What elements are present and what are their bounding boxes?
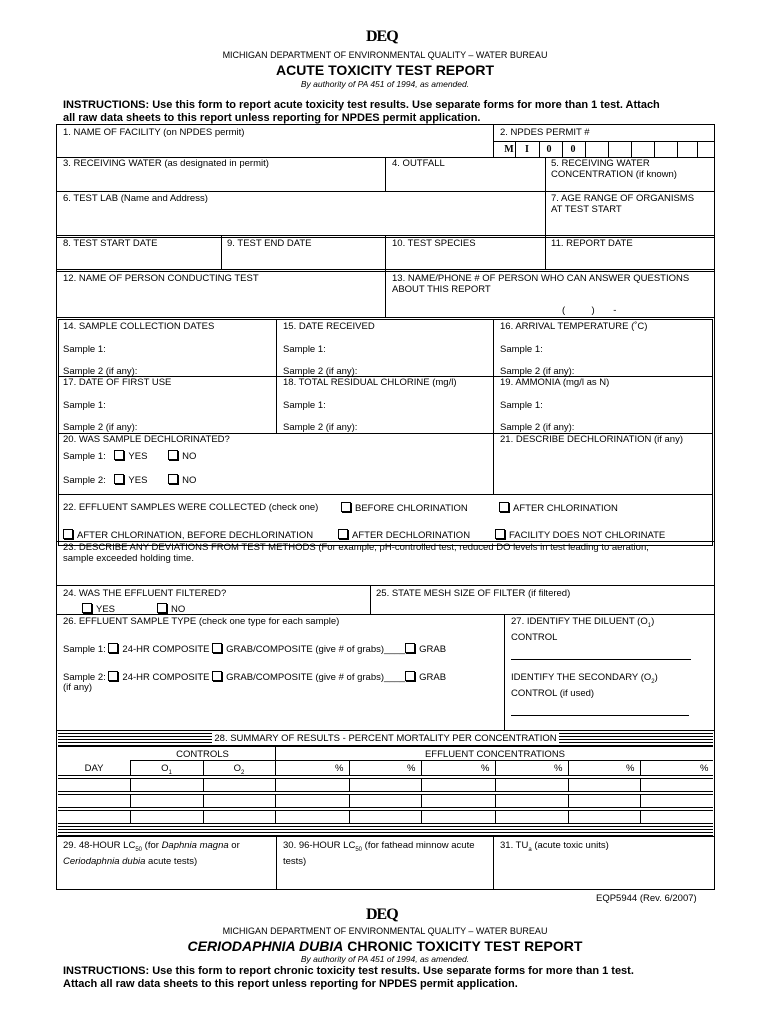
- field-18-label: 18. TOTAL RESIDUAL CHLORINE (mg/l): [283, 377, 457, 388]
- f19-sample2: Sample 2 (if any):: [500, 422, 575, 433]
- agency-name: MICHIGAN DEPARTMENT OF ENVIRONMENTAL QUALITY – WATER BUREAU: [222, 50, 548, 60]
- f15-sample2: Sample 2 (if any):: [283, 366, 358, 377]
- f20-sample1-row: Sample 1: YES NO: [63, 451, 197, 462]
- field-1-label: 1. NAME OF FACILITY (on NPDES permit): [63, 127, 245, 138]
- row-divider: [58, 776, 713, 779]
- f26-s1-grabcomp[interactable]: GRAB/COMPOSITE (give # of grabs)____: [212, 644, 405, 655]
- f20-s1-no[interactable]: NO: [168, 451, 196, 462]
- authority-line-2: By authority of PA 451 of 1994, as amended.: [300, 954, 470, 964]
- col-pct-2: %: [407, 763, 416, 774]
- row-divider: [58, 792, 713, 795]
- field-16-label: 16. ARRIVAL TEMPERATURE (˚C): [500, 321, 648, 332]
- f22-after-chl-before-dechl[interactable]: AFTER CHLORINATION, BEFORE DECHLORINATION: [63, 529, 313, 541]
- col-o1: $O_1$: [161, 763, 172, 776]
- col-pct-5: %: [626, 763, 635, 774]
- f22-after-dechlorination[interactable]: AFTER DECHLORINATION: [338, 529, 470, 541]
- checkbox-icon[interactable]: [499, 502, 509, 512]
- f18-sample2: Sample 2 (if any):: [283, 422, 358, 433]
- f19-sample1: Sample 1:: [500, 400, 543, 411]
- f22-facility-no-chlorinate[interactable]: FACILITY DOES NOT CHLORINATE: [495, 529, 665, 541]
- f22-after-chlorination[interactable]: AFTER CHLORINATION: [499, 502, 618, 514]
- col-pct-6: %: [700, 763, 709, 774]
- instructions: INSTRUCTIONS: Use this form to report acute toxicity test results. Use separate forms for more than 1 test. Attach all raw data sheets to this report unless reporting for NPDES permit application.: [63, 99, 660, 124]
- field-20-label: 20. WAS SAMPLE DECHLORINATED?: [63, 434, 230, 445]
- field-17-label: 17. DATE OF FIRST USE: [63, 377, 172, 388]
- field-4-label: 4. OUTFALL: [392, 158, 445, 169]
- col-pct-3: %: [481, 763, 490, 774]
- permit-char-i: I: [525, 144, 529, 155]
- deq-logo-2: DEQ: [366, 906, 398, 923]
- f20-s2-no[interactable]: NO: [168, 475, 196, 486]
- authority-line: By authority of PA 451 of 1994, as amended.: [300, 79, 470, 89]
- f17-sample1: Sample 1:: [63, 400, 106, 411]
- checkbox-icon[interactable]: [168, 474, 178, 484]
- f14-sample2: Sample 2 (if any):: [63, 366, 138, 377]
- f26-s2-grabcomp[interactable]: GRAB/COMPOSITE (give # of grabs)____: [212, 672, 405, 683]
- f26-s2-24hr[interactable]: 24-HR COMPOSITE: [108, 672, 209, 683]
- f20-s2-yes[interactable]: YES: [114, 475, 147, 486]
- checkbox-icon[interactable]: [212, 671, 222, 681]
- field-24-label: 24. WAS THE EFFLUENT FILTERED?: [63, 588, 227, 599]
- field-19-label: 19. AMMONIA (mg/l as N): [500, 377, 610, 388]
- checkbox-icon[interactable]: [341, 502, 351, 512]
- secondary-control-input[interactable]: [511, 715, 689, 716]
- effluent-header: EFFLUENT CONCENTRATIONS: [424, 749, 566, 760]
- diluent-input[interactable]: [511, 659, 691, 660]
- f26-s1-grab[interactable]: GRAB: [405, 644, 446, 655]
- f15-sample1: Sample 1:: [283, 344, 326, 355]
- f24-no[interactable]: NO: [157, 603, 185, 615]
- f20-s1-yes[interactable]: YES: [114, 451, 147, 462]
- field-2-label: 2. NPDES PERMIT #: [500, 127, 590, 138]
- f26-sample1-row: Sample 1: 24-HR COMPOSITE GRAB/COMPOSITE (give # of grabs)____ GRAB: [63, 644, 447, 655]
- controls-header: CONTROLS: [176, 749, 229, 760]
- f14-sample1: Sample 1:: [63, 344, 106, 355]
- col-day: DAY: [84, 763, 104, 774]
- field-25-label: 25. STATE MESH SIZE OF FILTER (if filtered): [376, 588, 571, 599]
- f16-sample1: Sample 1:: [500, 344, 543, 355]
- field-5-label: 5. RECEIVING WATER CONCENTRATION (if known): [551, 158, 677, 180]
- summary-title: 28. SUMMARY OF RESULTS - PERCENT MORTALITY PER CONCENTRATION: [214, 733, 557, 744]
- field-30-label: 30. 96-HOUR $LC_{50}$ (for fathead minnow acute tests): [283, 840, 475, 867]
- permit-char-0a: 0: [546, 144, 552, 155]
- f16-sample2: Sample 2 (if any):: [500, 366, 575, 377]
- field-11-label: 11. REPORT DATE: [551, 238, 633, 249]
- field-10-label: 10. TEST SPECIES: [392, 238, 476, 249]
- field-9-label: 9. TEST END DATE: [227, 238, 312, 249]
- checkbox-icon[interactable]: [157, 603, 167, 613]
- field-27-secondary-label: IDENTIFY THE SECONDARY $(O_2)$ CONTROL (if used): [511, 672, 658, 699]
- checkbox-icon[interactable]: [82, 603, 92, 613]
- field-21-label: 21. DESCRIBE DECHLORINATION (if any): [500, 434, 684, 445]
- checkbox-icon[interactable]: [114, 450, 124, 460]
- f20-sample2-row: Sample 2: YES NO: [63, 475, 197, 486]
- form-title-2: CERIODAPHNIA DUBIA CHRONIC TOXICITY TEST REPORT: [187, 938, 583, 954]
- form-title: ACUTE TOXICITY TEST REPORT: [275, 62, 495, 78]
- col-pct-4: %: [554, 763, 563, 774]
- col-pct-1: %: [335, 763, 344, 774]
- field-8-label: 8. TEST START DATE: [63, 238, 158, 249]
- col-o2: $O_2$: [233, 763, 245, 776]
- checkbox-icon[interactable]: [405, 671, 415, 681]
- form-id: EQP5944 (Rev. 6/2007): [596, 893, 697, 904]
- field-15-label: 15. DATE RECEIVED: [283, 321, 375, 332]
- checkbox-icon[interactable]: [63, 529, 73, 539]
- field-13-label: 13. NAME/PHONE # OF PERSON WHO CAN ANSWER QUESTIONS ABOUT THIS REPORT: [392, 273, 690, 295]
- f18-sample1: Sample 1:: [283, 400, 326, 411]
- f17-sample2: Sample 2 (if any):: [63, 422, 138, 433]
- field-14-label: 14. SAMPLE COLLECTION DATES: [63, 321, 215, 332]
- field-6-label: 6. TEST LAB (Name and Address): [63, 193, 208, 204]
- deq-logo: DEQ: [366, 28, 398, 45]
- checkbox-icon[interactable]: [338, 529, 348, 539]
- field-12-label: 12. NAME OF PERSON CONDUCTING TEST: [63, 273, 259, 284]
- phone-mask: ( ) -: [562, 305, 617, 316]
- checkbox-icon[interactable]: [168, 450, 178, 460]
- field-26-label: 26. EFFLUENT SAMPLE TYPE (check one type for each sample): [63, 616, 340, 627]
- field-23-label: 23. DESCRIBE ANY DEVIATIONS FROM TEST METHODS (For example, pH-controlled test, reduced DO levels in test leading to aeration, sample exceeded holding time.: [63, 542, 649, 564]
- field-7-label: 7. AGE RANGE OF ORGANISMS AT TEST START: [551, 193, 695, 215]
- field-22-label: 22. EFFLUENT SAMPLES WERE COLLECTED (check one): [63, 502, 319, 513]
- checkbox-icon[interactable]: [108, 643, 118, 653]
- agency-name-2: MICHIGAN DEPARTMENT OF ENVIRONMENTAL QUALITY – WATER BUREAU: [222, 926, 548, 936]
- field-31-label: 31. $TU_a$ (acute toxic units): [500, 840, 609, 853]
- checkbox-icon[interactable]: [108, 671, 118, 681]
- field-29-label: 29. 48-HOUR $LC_{50}$ (for Daphnia magna or Ceriodaphnia dubia acute tests): [63, 840, 240, 867]
- field-3-label: 3. RECEIVING WATER (as designated in permit): [63, 158, 269, 169]
- permit-char-0b: 0: [570, 144, 576, 155]
- instructions-2: INSTRUCTIONS: Use this form to report chronic toxicity test results. Use separate forms for more than 1 test. Attach all raw data sheets to this report unless reporting for NPDES permit application.: [63, 965, 634, 990]
- permit-char-m: M: [504, 144, 514, 155]
- checkbox-icon[interactable]: [495, 529, 505, 539]
- checkbox-icon[interactable]: [114, 474, 124, 484]
- f26-s1-24hr[interactable]: 24-HR COMPOSITE: [108, 644, 209, 655]
- f26-sample2-row: Sample 2: 24-HR COMPOSITE GRAB/COMPOSITE (give # of grabs)____ GRAB: [63, 672, 447, 683]
- f26-s2-grab[interactable]: GRAB: [405, 672, 446, 683]
- checkbox-icon[interactable]: [212, 643, 222, 653]
- f24-yes[interactable]: YES: [82, 603, 115, 615]
- f22-before-chlorination[interactable]: BEFORE CHLORINATION: [341, 502, 468, 514]
- row-divider: [58, 824, 713, 836]
- field-27-label: 27. IDENTIFY THE DILUENT $(O_1)$ CONTROL: [511, 616, 655, 643]
- checkbox-icon[interactable]: [405, 643, 415, 653]
- row-divider: [58, 808, 713, 811]
- f26-ifany: (if any): [63, 682, 93, 693]
